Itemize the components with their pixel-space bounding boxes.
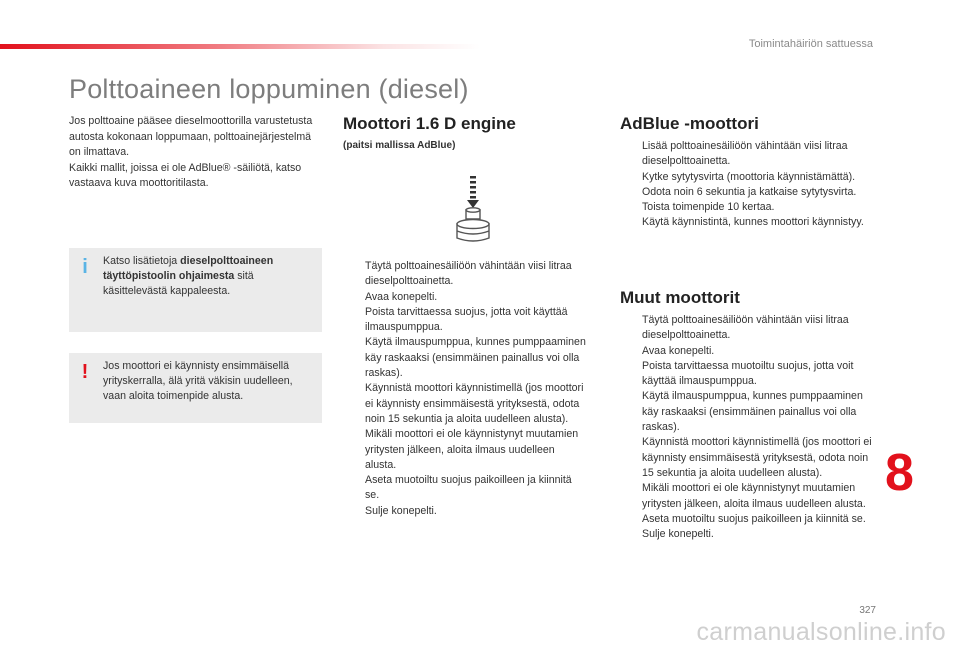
other-engines-steps bbox=[620, 313, 878, 542]
info-text-bold: dieselpolttoaineen täyttöpistoolin ohjaimesta bbox=[103, 255, 274, 283]
info-box-text bbox=[103, 254, 315, 300]
list-item bbox=[343, 305, 588, 336]
other-engines-heading: Muut moottorit bbox=[620, 288, 740, 307]
step-text: Toista toimenpide 10 kertaa. bbox=[642, 201, 775, 214]
list-item bbox=[620, 215, 865, 230]
list-item bbox=[620, 200, 865, 215]
list-item bbox=[343, 381, 588, 427]
list-item bbox=[343, 335, 588, 381]
list-item bbox=[620, 170, 865, 185]
page-title: Polttoaineen loppuminen (diesel) bbox=[69, 74, 469, 104]
list-item bbox=[620, 389, 878, 435]
list-item bbox=[620, 139, 865, 170]
adblue-heading: AdBlue -moottori bbox=[620, 114, 759, 133]
intro-paragraph: Jos polttoaine pääsee dieselmoottorilla varustetusta autosta kokonaan loppumaan, polttoainejärjestelmä on ilmattava. bbox=[69, 115, 313, 158]
page-number: 327 bbox=[859, 605, 876, 616]
step-text: Kytke sytytysvirta (moottoria käynnistämättä). bbox=[642, 170, 856, 183]
warning-icon: ! bbox=[81, 361, 89, 383]
step-text: Odota noin 6 sekuntia ja katkaise sytytysvirta. bbox=[642, 185, 857, 198]
list-item bbox=[620, 359, 878, 390]
info-text-before: Katso lisätietoja bbox=[103, 255, 181, 267]
step-text: Sulje konepelti. bbox=[365, 504, 437, 517]
info-text-after: sitä käsittelevästä kappaleesta. bbox=[103, 270, 254, 298]
step-text: Sulje konepelti. bbox=[642, 528, 714, 541]
list-item bbox=[620, 344, 878, 359]
chapter-number: 8 bbox=[885, 444, 914, 502]
manual-fuel-pump-icon bbox=[455, 176, 491, 246]
step-text: Käytä käynnistintä, kunnes moottori käynnistyy. bbox=[642, 216, 864, 229]
step-text: Poista tarvittaessa suojus, jotta voit käyttää ilmauspumppua. bbox=[365, 305, 568, 334]
watermark: carmanualsonline.info bbox=[696, 618, 946, 646]
list-item bbox=[620, 512, 878, 527]
info-box bbox=[69, 248, 322, 332]
step-text: Mikäli moottori ei ole käynnistynyt muutamien yritysten jälkeen, aloita ilmaus uudelleen alusta. bbox=[365, 428, 579, 471]
step-text: Käynnistä moottori käynnistimellä (jos moottori ei käynnisty ensimmäisestä yrityksestä, odota noin 15 sekuntia ja aloita uudelleen alusta). bbox=[365, 382, 584, 425]
list-item bbox=[620, 527, 878, 542]
list-item bbox=[343, 290, 588, 305]
step-text: Käytä ilmauspumppua, kunnes pumppaaminen käy raskaaksi (ensimmäinen painallus voi olla raskas). bbox=[642, 390, 863, 434]
intro-paragraph: Kaikki mallit, joissa ei ole AdBlue® -säiliötä, katso vastaava kuva moottoritilasta. bbox=[69, 161, 302, 189]
list-item bbox=[620, 185, 865, 200]
warning-box-text: Jos moottori ei käynnisty ensimmäisellä yrityskerralla, älä yritä väkisin uudelleen, vaan aloita toimenpide alusta. bbox=[103, 360, 293, 403]
section-title: Toimintahäiriön sattuessa bbox=[748, 38, 873, 50]
list-item bbox=[343, 259, 588, 290]
list-item bbox=[620, 313, 878, 344]
list-item bbox=[620, 481, 878, 512]
engine-16-steps bbox=[343, 259, 588, 519]
step-text: Avaa konepelti. bbox=[642, 344, 715, 357]
step-text: Käytä ilmauspumppua, kunnes pumppaaminen käy raskaaksi (ensimmäinen painallus voi olla raskas). bbox=[365, 336, 586, 380]
step-text: Lisää polttoainesäiliöön vähintään viisi litraa dieselpolttoainetta. bbox=[642, 140, 848, 168]
list-item bbox=[343, 504, 588, 519]
engine-16-heading: Moottori 1.6 D engine bbox=[343, 114, 516, 133]
warning-box bbox=[69, 353, 322, 423]
info-icon: i bbox=[82, 256, 88, 278]
header-accent-bar bbox=[0, 44, 480, 49]
list-item bbox=[343, 427, 588, 473]
step-text: Aseta muotoiltu suojus paikoilleen ja kiinnitä se. bbox=[642, 512, 866, 525]
step-text: Avaa konepelti. bbox=[365, 290, 438, 303]
list-item bbox=[620, 435, 878, 481]
step-text: Täytä polttoainesäiliöön vähintään viisi litraa dieselpolttoainetta. bbox=[642, 314, 849, 342]
engine-16-subheading: (paitsi mallissa AdBlue) bbox=[343, 140, 456, 151]
list-item bbox=[343, 473, 588, 504]
intro-text bbox=[69, 114, 319, 192]
step-text: Käynnistä moottori käynnistimellä (jos moottori ei käynnisty ensimmäisestä yrityksestä, odota noin 15 sekuntia ja aloita uudelleen alusta). bbox=[642, 436, 872, 479]
step-text: Mikäli moottori ei ole käynnistynyt muutamien yritysten jälkeen, aloita ilmaus uudelleen alusta. bbox=[642, 482, 866, 510]
step-text: Aseta muotoiltu suojus paikoilleen ja kiinnitä se. bbox=[365, 474, 572, 502]
step-text: Poista tarvittaessa muotoiltu suojus, jotta voit käyttää ilmauspumppua. bbox=[642, 359, 854, 388]
step-text: Täytä polttoainesäiliöön vähintään viisi litraa dieselpolttoainetta. bbox=[365, 260, 572, 288]
adblue-steps bbox=[620, 139, 865, 231]
